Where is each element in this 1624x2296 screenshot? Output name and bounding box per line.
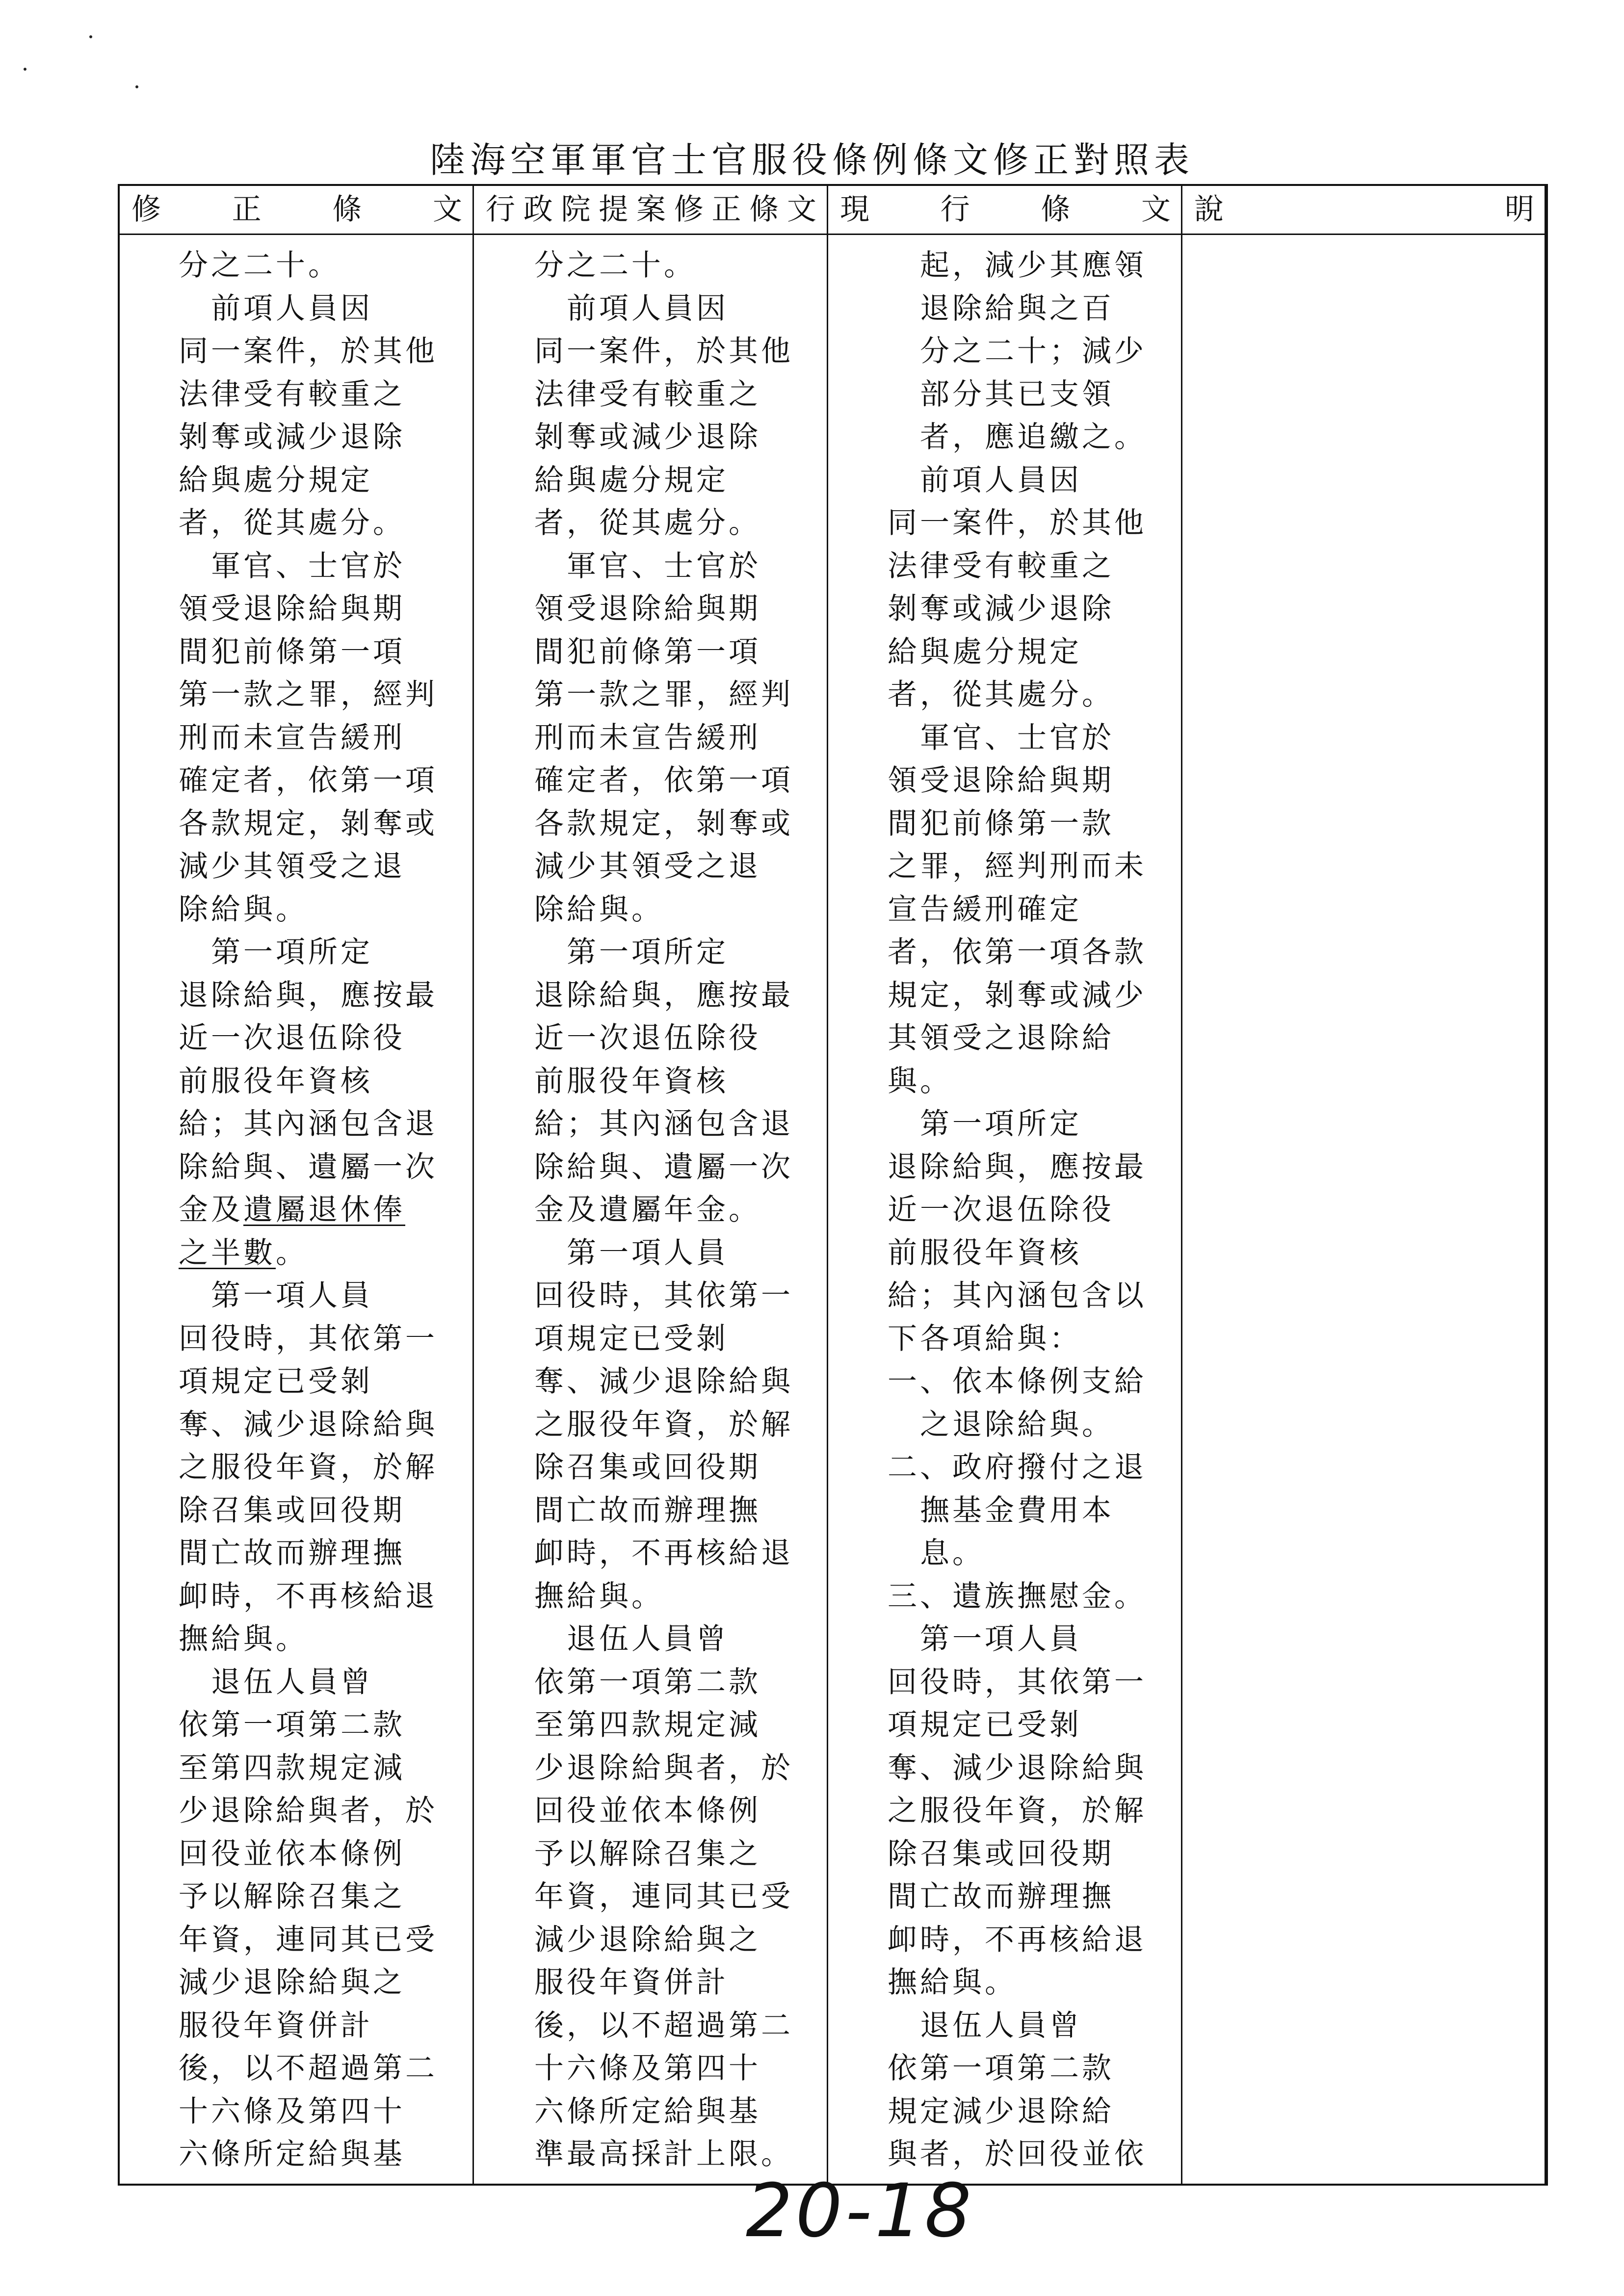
text-line: 退除給與，應按最 xyxy=(534,978,793,1013)
header-char: 文 xyxy=(1141,192,1171,227)
text-line: 十六條及第四十 xyxy=(179,2094,405,2129)
header-char: 條 xyxy=(749,192,779,227)
text-line: 同一案件，於其他 xyxy=(179,334,438,368)
text-line: 之服役年資，於解 xyxy=(179,1450,438,1485)
header-char: 院 xyxy=(561,192,591,227)
text-line: 同一案件，於其他 xyxy=(888,506,1147,540)
text-line: 下各項給與： xyxy=(888,1321,1082,1356)
text-line: 分之二十。 xyxy=(534,248,696,283)
text-line: 回役時，其依第一 xyxy=(179,1321,438,1356)
text-line: 近一次退伍除役 xyxy=(888,1193,1114,1227)
text-line: 至第四款規定減 xyxy=(179,1750,405,1785)
header-executive xyxy=(474,186,828,235)
header-char: 提 xyxy=(599,192,629,227)
header-char: 行 xyxy=(486,192,515,227)
text-line: 前項人員因 xyxy=(534,291,729,326)
text-line: 奪、減少退除給與 xyxy=(534,1364,793,1399)
text-line: 剝奪或減少退除 xyxy=(534,420,761,454)
text-line: 分之二十；減少 xyxy=(888,334,1147,368)
text-line: 法律受有較重之 xyxy=(534,377,761,412)
text-line: 前項人員因 xyxy=(179,291,373,326)
text-line: 給與處分規定 xyxy=(888,634,1082,669)
header-char: 明 xyxy=(1505,192,1534,227)
text-line: 奪、減少退除給與 xyxy=(888,1750,1147,1785)
text-line: 一、依本條例支給 xyxy=(888,1364,1147,1399)
text-line: 少退除給與者，於 xyxy=(179,1794,438,1828)
text-line: 軍官、士官於 xyxy=(888,720,1114,755)
page-number: 20-18 xyxy=(746,2168,974,2254)
text-line: 退伍人員曾 xyxy=(534,1622,729,1656)
text-line: 二、政府撥付之退 xyxy=(888,1450,1147,1485)
text-line: 撫給與。 xyxy=(888,1965,1017,2000)
text-line: 第一款之罪，經判 xyxy=(179,678,438,712)
text-line: 除召集或回役期 xyxy=(888,1836,1114,1871)
text-line: 近一次退伍除役 xyxy=(179,1021,405,1055)
text-line: 間亡故而辦理撫 xyxy=(534,1493,761,1528)
text-line: 卹時，不再核給退 xyxy=(534,1536,793,1570)
text-line: 分之二十。 xyxy=(179,248,341,283)
header-char: 條 xyxy=(1041,192,1071,227)
header-char: 文 xyxy=(787,192,816,227)
text-line: 軍官、士官於 xyxy=(179,548,405,583)
text-line: 宣告緩刑確定 xyxy=(888,892,1082,927)
header-char: 案 xyxy=(636,192,666,227)
text-line: 第一項人員 xyxy=(179,1278,373,1313)
text-line: 後，以不超過第二 xyxy=(179,2051,438,2086)
text-line: 依第一項第二款 xyxy=(888,2051,1114,2086)
text-line: 間亡故而辦理撫 xyxy=(179,1536,405,1570)
header-char: 政 xyxy=(523,192,553,227)
text-line: 第一項人員 xyxy=(888,1622,1082,1656)
text-line: 給與處分規定 xyxy=(534,463,729,497)
text-line: 息。 xyxy=(888,1536,985,1570)
header-char: 正 xyxy=(232,192,262,227)
text-line: 領受退除給與期 xyxy=(888,763,1114,798)
text-line: 給；其內涵包含以 xyxy=(888,1278,1147,1313)
text-line: 三、遺族撫慰金。 xyxy=(888,1579,1147,1614)
text-line: 服役年資併計 xyxy=(534,1965,729,2000)
text-line: 剝奪或減少退除 xyxy=(179,420,405,454)
text-line: 前項人員因 xyxy=(888,463,1082,497)
text-line: 撫給與。 xyxy=(534,1579,664,1614)
text-line: 近一次退伍除役 xyxy=(534,1021,761,1055)
text-line: 年資，連同其已受 xyxy=(179,1922,438,1957)
text-line: 給；其內涵包含退 xyxy=(534,1107,793,1141)
text-line: 卹時，不再核給退 xyxy=(179,1579,438,1614)
header-char: 文 xyxy=(433,192,462,227)
text-line: 除召集或回役期 xyxy=(534,1450,761,1485)
text-line: 準最高採計上限。 xyxy=(534,2137,793,2171)
text-line: 金及遺屬年金。 xyxy=(534,1193,761,1227)
text-line: 前服役年資核 xyxy=(179,1064,373,1098)
text-line: 起，減少其應領 xyxy=(888,248,1147,283)
text-line: 回役時，其依第一 xyxy=(534,1278,793,1313)
text-line: 前服役年資核 xyxy=(888,1235,1082,1270)
text-line: 六條所定給與基 xyxy=(179,2137,405,2171)
text-line: 退伍人員曾 xyxy=(179,1665,373,1699)
text-line: 回役並依本條例 xyxy=(534,1794,761,1828)
text-line: 退伍人員曾 xyxy=(888,2008,1082,2043)
text-line: 與。 xyxy=(888,1064,952,1098)
text-line: 卹時，不再核給退 xyxy=(888,1922,1147,1957)
header-char: 條 xyxy=(332,192,362,227)
text-line: 刑而未宣告緩刑 xyxy=(179,720,405,755)
text-line: 第一項人員 xyxy=(534,1235,729,1270)
text-line: 規定，剝奪或減少 xyxy=(888,978,1147,1013)
text-line: 依第一項第二款 xyxy=(534,1665,761,1699)
text-line: 間犯前條第一項 xyxy=(534,634,761,669)
text-line: 項規定已受剝 xyxy=(534,1321,729,1356)
text-line: 十六條及第四十 xyxy=(534,2051,761,2086)
comparison-table xyxy=(118,184,1548,2186)
text-line: 予以解除召集之 xyxy=(534,1836,761,1871)
text-line: 之半數。 xyxy=(179,1235,308,1270)
text-line: 之服役年資，於解 xyxy=(534,1407,793,1442)
text-line: 確定者，依第一項 xyxy=(179,763,438,798)
text-line: 者，從其處分。 xyxy=(179,506,405,540)
text-line: 回役並依本條例 xyxy=(179,1836,405,1871)
text-line: 者，從其處分。 xyxy=(888,678,1114,712)
underlined-amendment: 遺屬退休俸 xyxy=(243,1193,405,1227)
text-line: 者，應追繳之。 xyxy=(888,420,1147,454)
text-line: 項規定已受剝 xyxy=(179,1364,373,1399)
text-line: 法律受有較重之 xyxy=(888,548,1114,583)
text-line: 予以解除召集之 xyxy=(179,1879,405,1914)
text-line: 剝奪或減少退除 xyxy=(888,592,1114,626)
text-line: 間犯前條第一款 xyxy=(888,806,1114,841)
text-line: 減少其領受之退 xyxy=(534,849,761,884)
text-line: 第一款之罪，經判 xyxy=(534,678,793,712)
header-char: 修 xyxy=(131,192,161,227)
header-amended xyxy=(120,186,474,235)
text-line: 者，從其處分。 xyxy=(534,506,761,540)
text-line: 撫給與。 xyxy=(179,1622,308,1656)
document-title: 陸海空軍軍官士官服役條例條文修正對照表 xyxy=(429,139,1194,181)
text-line: 退除給與之百 xyxy=(888,291,1114,326)
text-line: 六條所定給與基 xyxy=(534,2094,761,2129)
text-line: 規定減少退除給 xyxy=(888,2094,1114,2129)
text-line: 減少退除給與之 xyxy=(534,1922,761,1957)
text-line: 者，依第一項各款 xyxy=(888,935,1147,969)
text-line: 撫基金費用本 xyxy=(888,1493,1114,1528)
text-line: 除給與、遺屬一次 xyxy=(534,1149,793,1184)
text-line: 軍官、士官於 xyxy=(534,548,761,583)
text-line: 之退除給與。 xyxy=(888,1407,1114,1442)
text-line: 至第四款規定減 xyxy=(534,1708,761,1742)
text-line: 除召集或回役期 xyxy=(179,1493,405,1528)
text-line: 確定者，依第一項 xyxy=(534,763,793,798)
text-line: 各款規定，剝奪或 xyxy=(534,806,793,841)
text-line: 同一案件，於其他 xyxy=(534,334,793,368)
text-line: 除給與。 xyxy=(534,892,664,927)
text-line: 第一項所定 xyxy=(179,935,373,969)
text-line: 給與處分規定 xyxy=(179,463,373,497)
text-line: 服役年資併計 xyxy=(179,2008,373,2043)
text-line: 前服役年資核 xyxy=(534,1064,729,1098)
text-line: 刑而未宣告緩刑 xyxy=(534,720,761,755)
text-line: 部分其已支領 xyxy=(888,377,1114,412)
text-line: 領受退除給與期 xyxy=(179,592,405,626)
scan-speck xyxy=(24,68,26,71)
underlined-amendment: 之半數 xyxy=(179,1235,276,1270)
text-line: 金及遺屬退休俸 xyxy=(179,1193,405,1227)
scan-speck xyxy=(135,85,138,88)
header-notes xyxy=(1182,186,1546,235)
text-line: 第一項所定 xyxy=(534,935,729,969)
text-line: 退除給與，應按最 xyxy=(888,1149,1147,1184)
header-row xyxy=(120,186,1546,235)
text-line: 各款規定，剝奪或 xyxy=(179,806,438,841)
text-line: 少退除給與者，於 xyxy=(534,1750,793,1785)
scan-speck xyxy=(89,35,92,38)
text-line: 項規定已受剝 xyxy=(888,1708,1082,1742)
text-line: 減少其領受之退 xyxy=(179,849,405,884)
column-notes xyxy=(1182,186,1546,2184)
text-line: 減少退除給與之 xyxy=(179,1965,405,2000)
text-line: 給；其內涵包含退 xyxy=(179,1107,438,1141)
text-line: 領受退除給與期 xyxy=(534,592,761,626)
text-line: 法律受有較重之 xyxy=(179,377,405,412)
header-char: 修 xyxy=(674,192,704,227)
text-line: 年資，連同其已受 xyxy=(534,1879,793,1914)
text-line: 除給與。 xyxy=(179,892,308,927)
text-line: 與者，於回役並依 xyxy=(888,2137,1147,2171)
text-line: 回役時，其依第一 xyxy=(888,1665,1147,1699)
header-char: 行 xyxy=(940,192,970,227)
header-char: 正 xyxy=(711,192,741,227)
header-char: 說 xyxy=(1194,192,1224,227)
text-line: 間亡故而辦理撫 xyxy=(888,1879,1114,1914)
text-line: 奪、減少退除給與 xyxy=(179,1407,438,1442)
text-line: 之服役年資，於解 xyxy=(888,1794,1147,1828)
text-line: 後，以不超過第二 xyxy=(534,2008,793,2043)
text-line: 間犯前條第一項 xyxy=(179,634,405,669)
header-current xyxy=(828,186,1182,235)
text-line: 退除給與，應按最 xyxy=(179,978,438,1013)
text-line: 除給與、遺屬一次 xyxy=(179,1149,438,1184)
text-line: 依第一項第二款 xyxy=(179,1708,405,1742)
text-line: 第一項所定 xyxy=(888,1107,1082,1141)
header-char: 現 xyxy=(840,192,869,227)
text-line: 之罪，經判刑而未 xyxy=(888,849,1147,884)
text-line: 其領受之退除給 xyxy=(888,1021,1114,1055)
